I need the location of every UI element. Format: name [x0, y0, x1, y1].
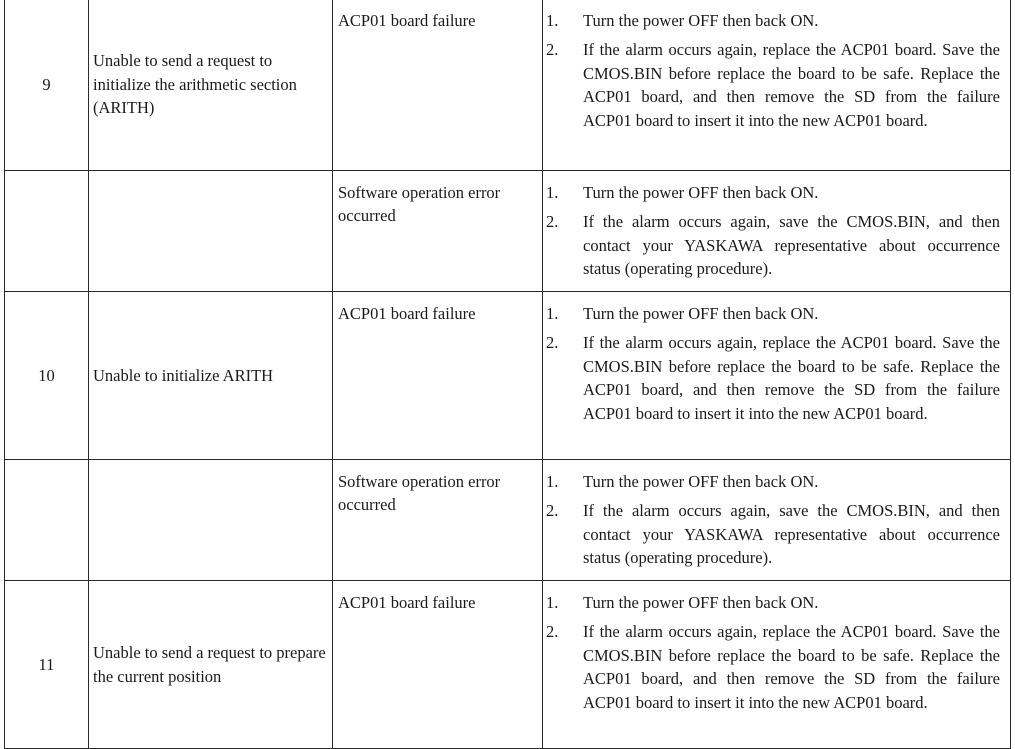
remedy-steps: [546, 470, 1000, 570]
remedy-cell: [543, 0, 1011, 171]
alarm-description: Unable to send a request to initialize the arithmetic section (ARITH): [89, 0, 333, 171]
alarm-description: [89, 171, 333, 292]
table-row: [5, 292, 1011, 460]
table-row: [5, 460, 1011, 581]
alarm-cause: Software operation error occurred: [333, 171, 543, 292]
remedy-step: [546, 210, 1000, 280]
step-text: Turn the power OFF then back ON.: [583, 593, 819, 612]
alarm-description: [89, 460, 333, 581]
table-row: [5, 171, 1011, 292]
step-text: Turn the power OFF then back ON.: [583, 183, 819, 202]
alarm-number: [5, 171, 89, 292]
alarm-description: Unable to initialize ARITH: [89, 292, 333, 460]
step-number: 2.: [546, 212, 559, 232]
alarm-remedy-table: [4, 0, 1011, 749]
step-number: 2.: [546, 622, 559, 642]
alarm-number: 9: [5, 0, 89, 171]
table-row: [5, 0, 1011, 171]
step-text: Turn the power OFF then back ON.: [583, 11, 819, 30]
remedy-step: [546, 38, 1000, 132]
step-text: If the alarm occurs again, replace the ACP01 board. Save the CMOS.BIN before replace the board to be safe. Replace the ACP01 board, and then remove the SD from the failure ACP01 board to insert it into the new ACP01 board.: [583, 40, 1000, 130]
alarm-cause: ACP01 board failure: [333, 581, 543, 749]
alarm-number: 11: [5, 581, 89, 749]
remedy-cell: [543, 581, 1011, 749]
step-text: If the alarm occurs again, save the CMOS.BIN, and then contact your YASKAWA representative about occurrence status (operating procedure).: [583, 501, 1000, 568]
remedy-step: [546, 620, 1000, 714]
remedy-step: [546, 181, 1000, 204]
remedy-step: [546, 499, 1000, 569]
step-number: 1.: [546, 304, 559, 323]
remedy-step: [546, 9, 1000, 32]
remedy-step: [546, 331, 1000, 425]
step-number: 2.: [546, 40, 559, 60]
remedy-cell: [543, 171, 1011, 292]
step-text: Turn the power OFF then back ON.: [583, 472, 819, 491]
alarm-description: Unable to send a request to prepare the current position: [89, 581, 333, 749]
remedy-steps: [546, 302, 1000, 425]
remedy-step: [546, 302, 1000, 325]
remedy-steps: [546, 9, 1000, 132]
alarm-cause: ACP01 board failure: [333, 0, 543, 171]
alarm-number: [5, 460, 89, 581]
remedy-step: [546, 591, 1000, 614]
step-number: 2.: [546, 333, 559, 353]
step-number: 1.: [546, 11, 559, 30]
step-text: Turn the power OFF then back ON.: [583, 304, 819, 323]
step-number: 1.: [546, 472, 559, 491]
alarm-cause: Software operation error occurred: [333, 460, 543, 581]
table-row: [5, 581, 1011, 749]
step-text: If the alarm occurs again, replace the ACP01 board. Save the CMOS.BIN before replace the board to be safe. Replace the ACP01 board, and then remove the SD from the failure ACP01 board to insert it into the new ACP01 board.: [583, 622, 1000, 712]
remedy-steps: [546, 591, 1000, 714]
alarm-number: 10: [5, 292, 89, 460]
alarm-cause: ACP01 board failure: [333, 292, 543, 460]
step-number: 2.: [546, 501, 559, 521]
step-text: If the alarm occurs again, save the CMOS.BIN, and then contact your YASKAWA representative about occurrence status (operating procedure).: [583, 212, 1000, 279]
remedy-cell: [543, 292, 1011, 460]
remedy-step: [546, 470, 1000, 493]
step-number: 1.: [546, 183, 559, 202]
step-number: 1.: [546, 593, 559, 612]
remedy-cell: [543, 460, 1011, 581]
remedy-steps: [546, 181, 1000, 281]
step-text: If the alarm occurs again, replace the ACP01 board. Save the CMOS.BIN before replace the board to be safe. Replace the ACP01 board, and then remove the SD from the failure ACP01 board to insert it into the new ACP01 board.: [583, 333, 1000, 423]
